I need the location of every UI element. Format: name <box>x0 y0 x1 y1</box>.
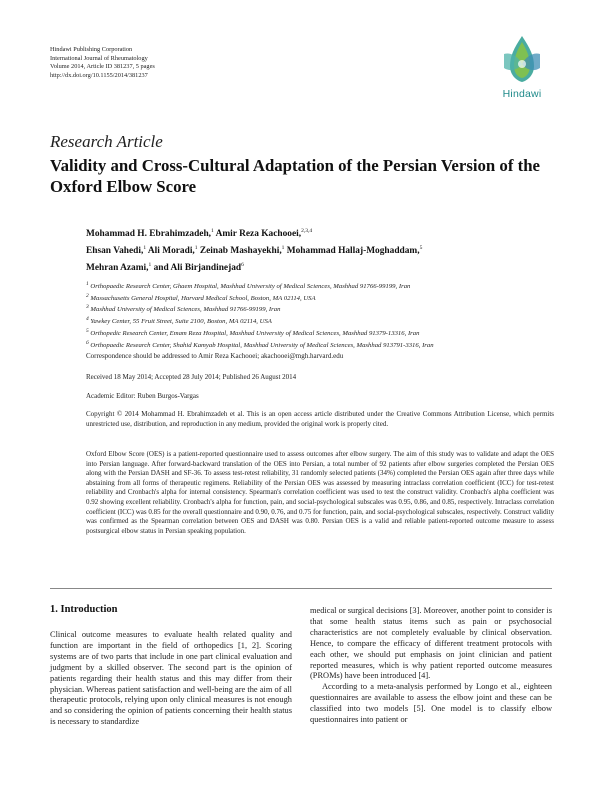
affiliation: $^4$ Yawkey Center, 55 Fruit Street, Suite 2100, Boston, MA 02114, USA <box>86 316 272 326</box>
publication-dates: Received 18 May 2014; Accepted 28 July 2014; Published 26 August 2014 <box>86 373 297 381</box>
affiliation: $^1$ Orthopaedic Research Center, Ghaem Hospital, Mashhad University of Medical Sciences, Mashhad 91766-99199, Iran <box>86 281 411 291</box>
author: Ali Moradi,$^1$ <box>147 244 198 256</box>
hindawi-logo-icon <box>500 34 544 86</box>
volume-line: Volume 2014, Article ID 381237, 5 pages <box>50 63 155 71</box>
affiliation: $^6$ Orthopaedic Research Center, Shahid Kamyab Hospital, Mashhad University of Medical Sciences, Mashhad 913791-3316, Iran <box>86 339 434 349</box>
author: Mehran Azami,$^1$ <box>86 261 152 273</box>
hindawi-logo <box>496 34 548 106</box>
body-paragraph: According to a meta-analysis performed by Longo et al., eighteen questionnaires are available to assess the elbow joint and these can be classified into two models [5]. One model is to classify elbow questionnaires into patient or <box>310 682 552 725</box>
body-column-right <box>310 606 552 726</box>
author: Amir Reza Kachooei,$^{2,3,4}$ <box>215 228 313 240</box>
author: and Ali Birjandinejad$^6$ <box>153 261 244 273</box>
author: Ehsan Vahedi,$^1$ <box>86 244 147 256</box>
abstract: Oxford Elbow Score (OES) is a patient-reported questionnaire used to assess outcomes after elbow surgery. The aim of this study was to validate and adapt the OES into Persian language. After forward-backward translation of the OES into Persian, a total number of 92 patients after elbow surgeries completed the Persian OES along with the Persian DASH and SF-36. To assess test-retest reliability, 31 randomly selected patients (34%) completed the Persian OES again after three days while abstaining from all forms of therapeutic regimens. Reliability of the Persian OES was assessed by measuring intraclass correlation coefficient (ICC) for test-retest reliability and Cronbach's alpha for internal consistency. Spearman's correlation coefficient was used to test the construct validity. Cronbach's alpha coefficient was 0.92 showing excellent reliability. Cronbach's alpha for function, pain, and social-psychological subscales was 0.95, 0.86, and 0.85, respectively. Intraclass correlation coefficient (ICC) was 0.85 for the overall questionnaire and 0.90, 0.76, and 0.75 for function, pain, and social-psychological subscales, respectively. Construct validity was confirmed as the Spearman correlation between OES and DASH was 0.80. Persian OES is a valid and reliable patient-reported outcome measure to assess postsurgical elbow status in Persian speaking population. <box>86 450 554 535</box>
affiliation-list <box>86 280 566 350</box>
article-type: Research Article <box>50 132 163 151</box>
author-list <box>86 225 566 275</box>
correspondence-line: Correspondence should be addressed to Amir Reza Kachooei; akachooei@mgh.harvard.edu <box>86 352 344 360</box>
body-paragraph: medical or surgical decisions [3]. Moreover, another point to consider is that some health status items such as pain or psychosocial characteristics are not completely evaluable by clinical observation. Hence, to compare the efficacy of different treatment protocols with each other, we should put emphasis on joint clinician and patient reported measures, which is why patient reported outcome measures (PROMs) have been introduced [4]. <box>310 606 552 681</box>
copyright-notice: Copyright © 2014 Mohammad H. Ebrahimzadeh et al. This is an open access article distributed under the Creative Commons Attribution License, which permits unrestricted use, distribution, and reproduction in any medium, provided the original work is properly cited. <box>86 410 554 428</box>
author: Mohammad H. Ebrahimzadeh,$^1$ <box>86 228 214 240</box>
affiliation: $^2$ Massachusetts General Hospital, Harvard Medical School, Boston, MA 02114, USA <box>86 292 316 302</box>
author: Mohammad Hallaj-Moghaddam,$^5$ <box>286 244 423 256</box>
body-column-left <box>50 630 292 728</box>
author: Zeinab Mashayekhi,$^1$ <box>199 244 285 256</box>
section-heading: 1. Introduction <box>50 604 118 615</box>
journal-info <box>50 46 155 80</box>
publisher-name: Hindawi Publishing Corporation <box>50 46 133 53</box>
body-paragraph: Clinical outcome measures to evaluate health related quality and function are important in the field of orthopedics [1, 2]. Scoring systems are of two parts that include in one part clinical evaluation and judgment by a skilled observer. The second part is the opinion of patients regarding their health status and this may differ from their physician. Whereas patient satisfaction and well-being are the aim of all therapeutic protocols, relying upon only clinical measures is not enough and so considering the opinion of patients concerning their health status is necessary to standardize <box>50 630 292 727</box>
paper-title: Validity and Cross-Cultural Adaptation of the Persian Version of the Oxford Elbow Score <box>50 156 540 196</box>
affiliation: $^3$ Mashhad University of Medical Sciences, Mashhad 91766-99199, Iran <box>86 304 281 314</box>
section-divider <box>50 588 552 589</box>
affiliation: $^5$ Orthopedic Research Center, Emam Reza Hospital, Mashhad University of Medical Sciences, Mashhad 91379-13316, Iran <box>86 327 420 338</box>
doi-link[interactable]: http://dx.doi.org/10.1155/2014/381237 <box>50 71 148 79</box>
academic-editor: Academic Editor: Ruben Burgos-Vargas <box>86 392 199 400</box>
logo-wordmark: Hindawi <box>502 88 542 100</box>
journal-name: International Journal of Rheumatology <box>50 54 148 62</box>
